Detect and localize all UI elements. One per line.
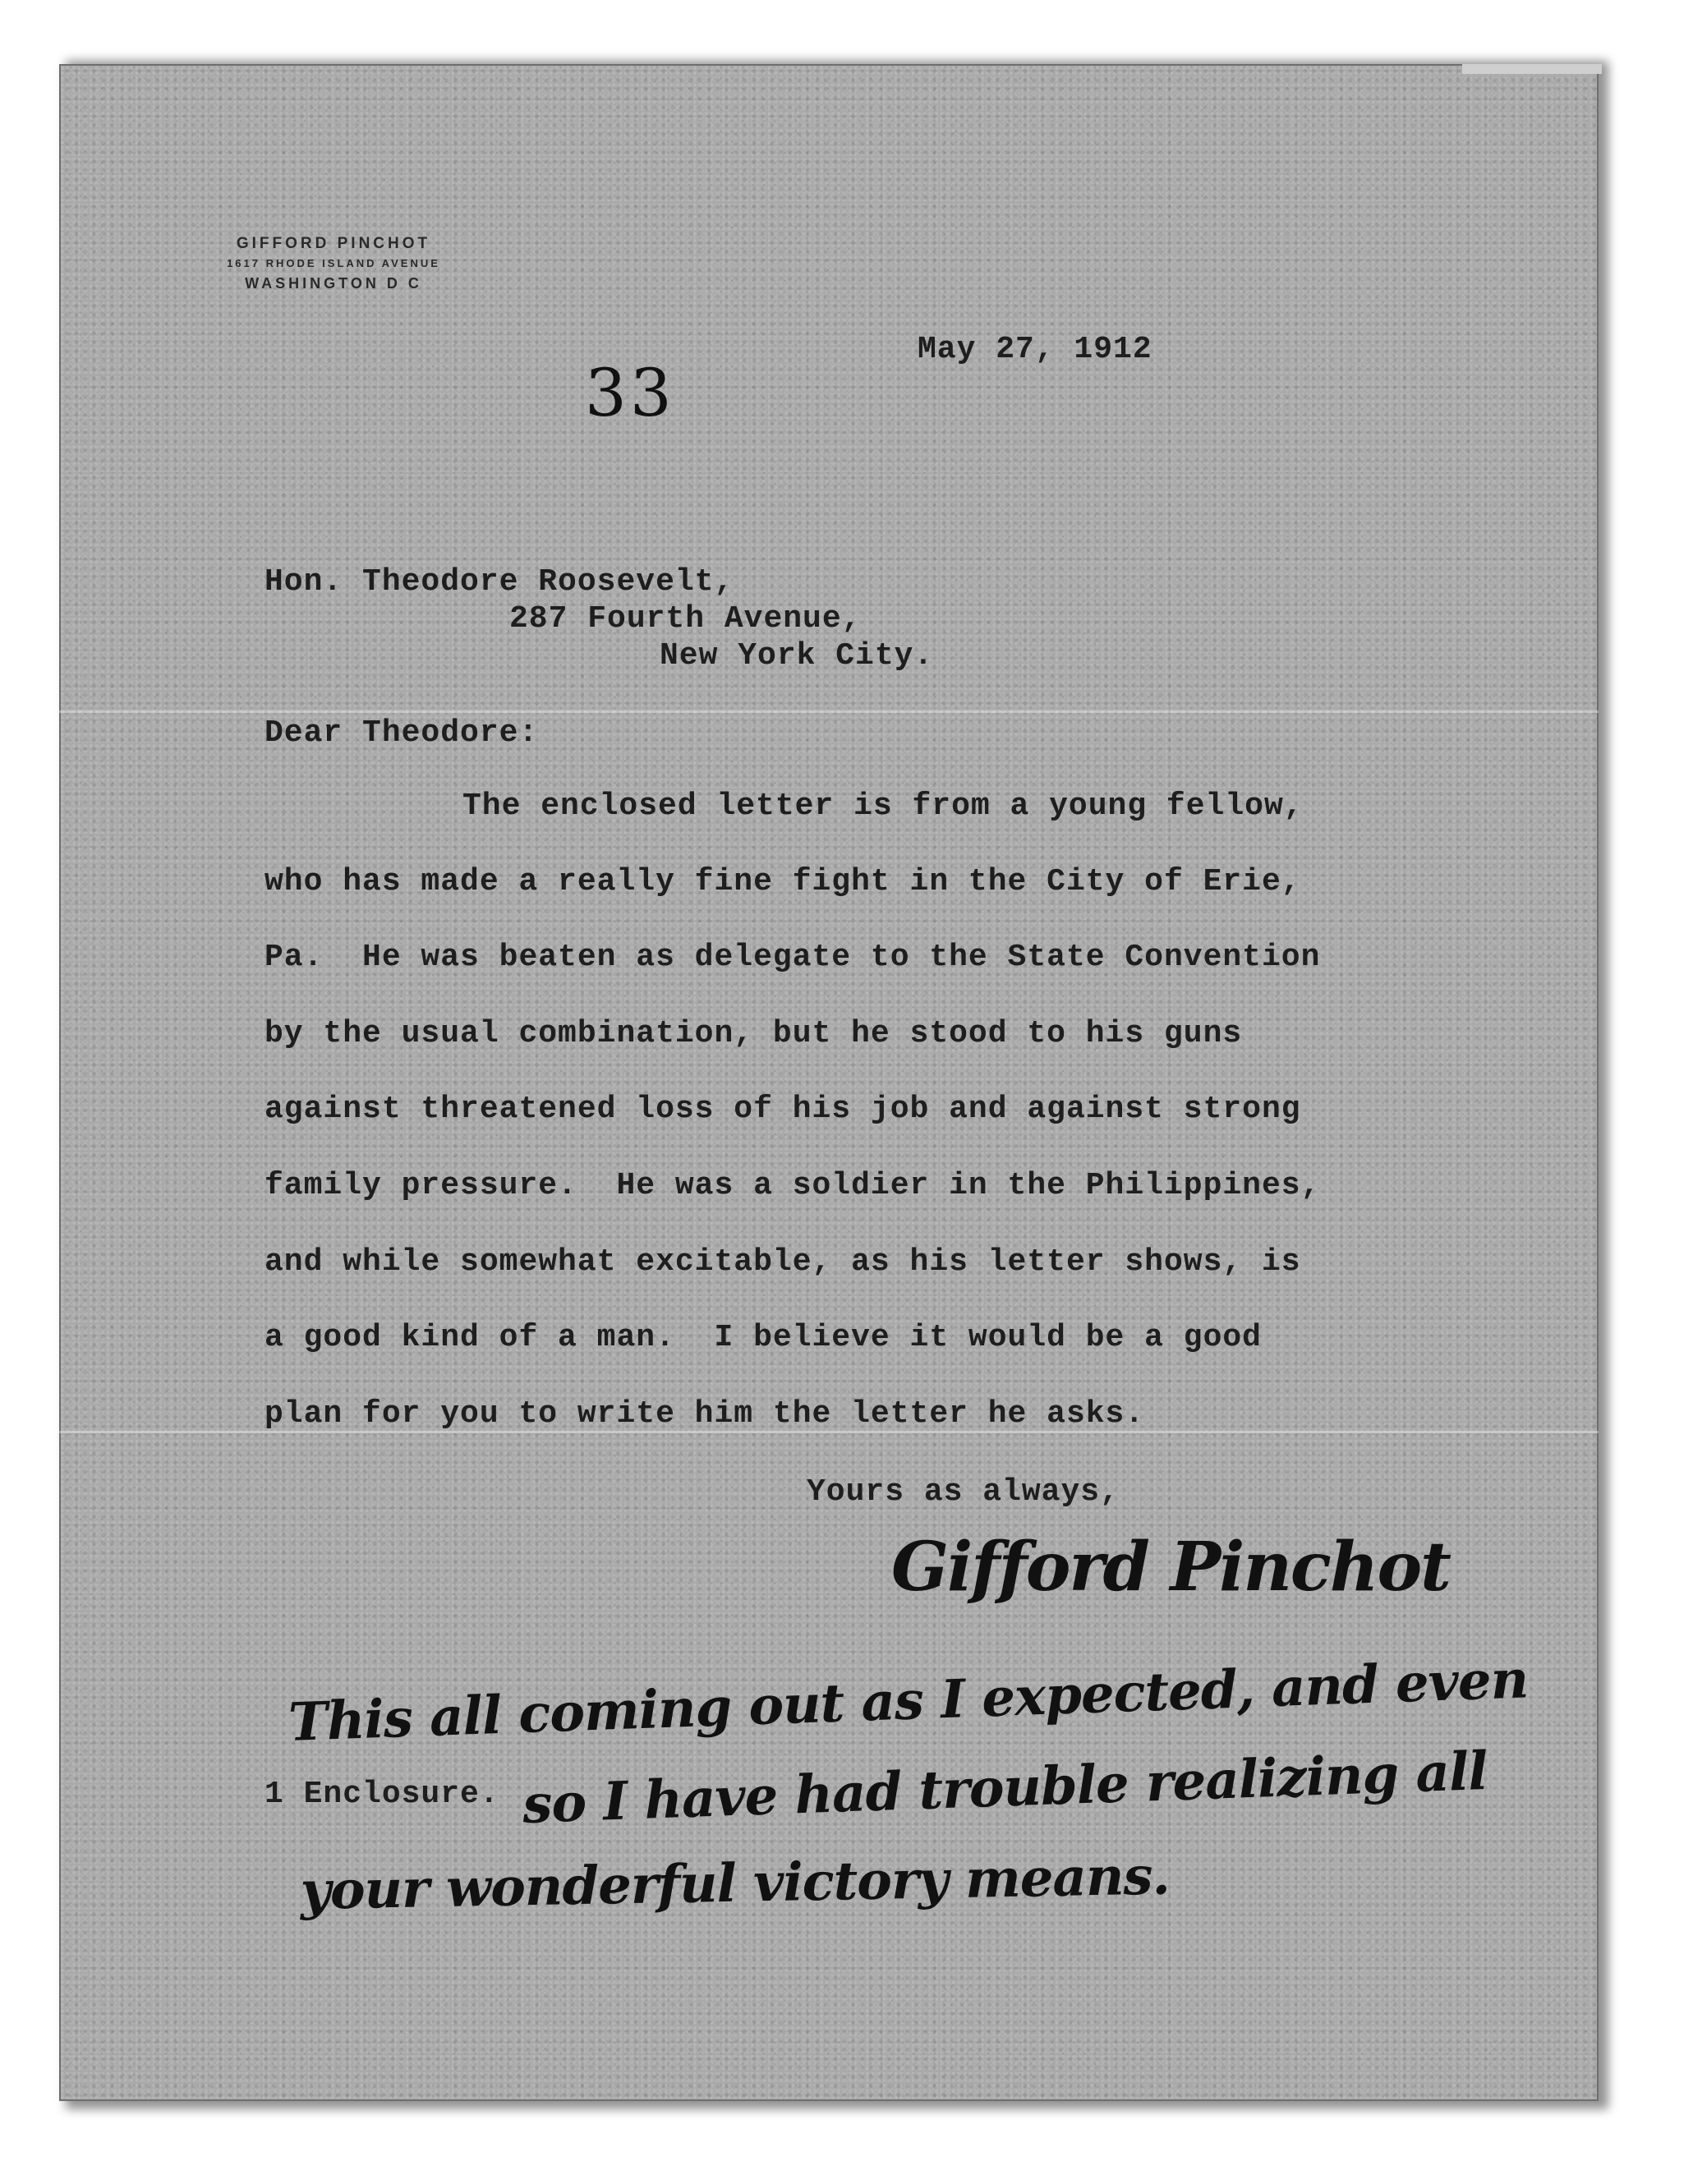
recipient-line-1: Hon. Theodore Roosevelt, <box>265 564 734 600</box>
letterhead-city: WASHINGTON D C <box>245 274 422 292</box>
body-line: who has made a really fine fight in the City of Erie, <box>265 864 1301 899</box>
salutation: Dear Theodore: <box>265 715 539 751</box>
recipient-line-2: 287 Fourth Avenue, <box>509 601 862 637</box>
letter-date: May 27, 1912 <box>918 332 1152 367</box>
page-edge <box>1462 64 1602 74</box>
handwritten-page-number: 33 <box>585 355 675 431</box>
letterhead-street: 1617 RHODE ISLAND AVENUE <box>227 257 440 270</box>
handwritten-postscript-line: This all coming out as I expected, and even <box>288 1648 1530 1754</box>
letterhead-name: GIFFORD PINCHOT <box>236 235 431 252</box>
letterhead <box>186 232 481 295</box>
handwritten-postscript-line: so I have had trouble realizing all <box>522 1740 1488 1836</box>
body-line: Pa. He was beaten as delegate to the State Convention <box>265 940 1321 975</box>
closing: Yours as always, <box>807 1474 1120 1510</box>
enclosure-note: 1 Enclosure. <box>265 1777 499 1812</box>
recipient-line-3: New York City. <box>660 638 934 674</box>
body-line: The enclosed letter is from a young fellow, <box>462 789 1304 824</box>
handwritten-postscript-line: your wonderful victory means. <box>300 1845 1171 1922</box>
body-line: by the usual combination, but he stood to his guns <box>265 1016 1243 1051</box>
body-line: against threatened loss of his job and against strong <box>265 1092 1301 1127</box>
body-line: family pressure. He was a soldier in the Philippines, <box>265 1168 1321 1203</box>
body-line: a good kind of a man. I believe it would be a good <box>265 1320 1262 1355</box>
signature: Gifford Pinchot <box>891 1528 1451 1607</box>
body-line: plan for you to write him the letter he asks. <box>265 1396 1145 1432</box>
fold-line <box>59 710 1599 713</box>
body-line: and while somewhat excitable, as his letter shows, is <box>265 1244 1301 1280</box>
